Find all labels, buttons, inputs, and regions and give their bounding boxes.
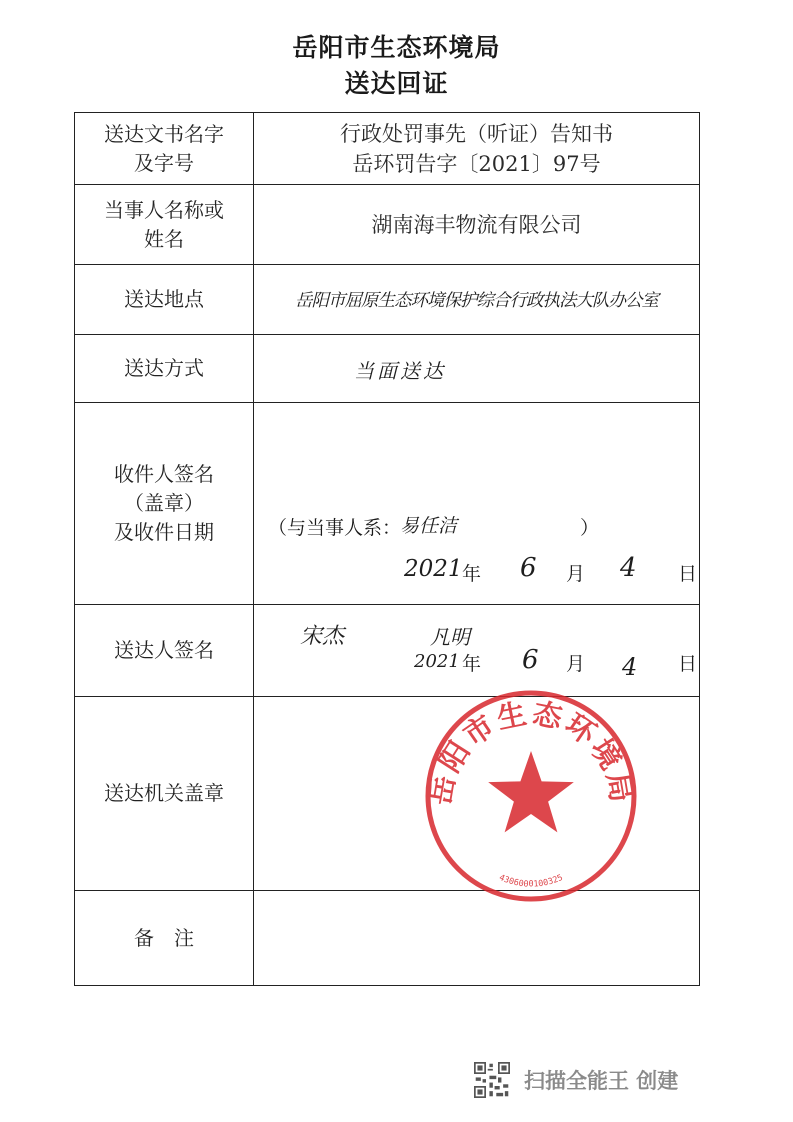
official-seal-stamp: [421, 686, 641, 906]
server-signature-1: 宋杰: [300, 624, 345, 649]
recipient-date-month: 6: [520, 553, 537, 583]
party-name: 湖南海丰物流有限公司: [371, 212, 582, 237]
label-recipient-line3: 及收件日期: [114, 520, 214, 544]
method-handwritten: 当面送达: [354, 359, 446, 383]
label-recipient-line2: （盖章）: [124, 491, 204, 515]
place-handwritten: 岳阳市屈原生态环境保护综合行政执法大队办公室: [295, 291, 658, 311]
server-signature-2: 凡明: [430, 625, 470, 649]
value-recipient: [254, 403, 700, 605]
label-party-line2: 姓名: [144, 226, 184, 251]
footer-text: 扫描全能王 创建: [524, 1069, 679, 1093]
label-server: 送达人签名: [75, 605, 254, 697]
row-recipient: [75, 403, 700, 605]
value-place: [254, 265, 700, 335]
row-place: [75, 265, 700, 335]
value-document: [254, 113, 700, 185]
relation-close: ）: [580, 517, 600, 539]
recipient-day-char: 日: [678, 563, 698, 585]
server-date-month: 6: [522, 645, 539, 675]
label-remarks: 备 注: [75, 891, 254, 986]
server-date-day: 4: [622, 653, 638, 681]
row-method: [75, 335, 700, 403]
document-title: 送达回证: [344, 69, 449, 98]
label-document-line1: 送达文书名字: [104, 121, 224, 146]
label-document-line2: 及字号: [134, 150, 194, 175]
row-document: [75, 113, 700, 185]
value-method: [254, 335, 700, 403]
relation-name: 易任洁: [400, 515, 458, 537]
server-year-char: 年: [462, 653, 482, 675]
server-month-char: 月: [566, 653, 586, 675]
document-name: 行政处罚事先（听证）告知书: [340, 121, 613, 146]
label-document: [75, 113, 254, 185]
value-server: [254, 605, 700, 697]
recipient-year-char: 年: [462, 563, 482, 585]
recipient-date-day: 4: [620, 553, 637, 583]
seal-text: 岳阳市生态环境局: [422, 695, 640, 808]
row-server: [75, 605, 700, 697]
value-party: [254, 185, 700, 265]
document-number: 岳环罚告字〔2021〕97号: [352, 151, 601, 176]
server-date-year: 2021: [414, 651, 460, 672]
svg-text:4306000100325: [497, 873, 564, 890]
relation-open: （与当事人系：: [268, 517, 402, 539]
label-party-line1: 当事人名称或: [104, 197, 224, 222]
label-recipient-line1: 收件人签名: [114, 462, 214, 486]
row-party: [75, 185, 700, 265]
server-day-char: 日: [678, 653, 698, 675]
scanner-watermark: [474, 1060, 734, 1100]
seal-code: 4306000100325: [497, 872, 565, 890]
label-seal: 送达机关盖章: [75, 697, 254, 891]
label-party: [75, 185, 254, 265]
seal-star-icon: [488, 751, 574, 832]
label-place: 送达地点: [75, 265, 254, 335]
recipient-date-year: 2021: [404, 556, 463, 582]
label-recipient: [75, 403, 254, 605]
agency-title: 岳阳市生态环境局: [292, 33, 501, 62]
label-method: 送达方式: [75, 335, 254, 403]
recipient-month-char: 月: [566, 563, 586, 585]
qr-code-icon: [474, 1062, 510, 1098]
